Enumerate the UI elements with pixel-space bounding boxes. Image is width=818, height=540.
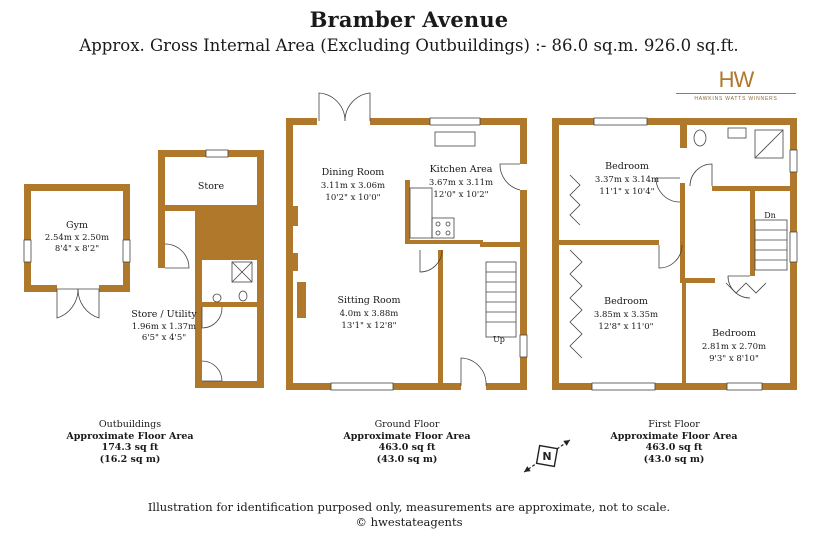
caption-first-floor [604, 419, 744, 465]
stairs-down-label: Dn [764, 211, 776, 220]
sitting-room-dim-ft: 13'1" x 12'8" [341, 321, 397, 331]
footer-copyright: © hwestateagents [355, 515, 463, 529]
compass-icon [517, 430, 577, 483]
footer [0, 500, 818, 530]
caption-first-floor-sqm: (43.0 sq m) [643, 453, 705, 465]
caption-outbuildings-sqft: 174.3 sq ft [101, 442, 159, 453]
caption-ground-floor-sqft: 463.0 sq ft [378, 442, 436, 453]
logo-mark: HW [718, 67, 754, 92]
caption-ground-floor-name: Ground Floor [374, 419, 440, 430]
bedroom-2-dim-ft: 12'8" x 11'0" [598, 322, 654, 332]
dining-room-dim-ft: 10'2" x 10'0" [325, 193, 381, 203]
logo-tagline: HAWKINS WATTS WINNERS [694, 96, 778, 102]
caption-ground-floor [337, 419, 477, 465]
footer-disclaimer: Illustration for identification purposed only, measurements are approximate, not to scale. [147, 500, 671, 514]
walls [24, 118, 797, 390]
dining-room-name: Dining Room [321, 167, 385, 178]
caption-outbuildings-name: Outbuildings [98, 419, 162, 430]
gym-dim-ft: 8'4" x 8'2" [54, 244, 100, 254]
gym-name: Gym [66, 220, 88, 231]
bedroom-3-name: Bedroom [712, 328, 756, 339]
bedroom-3-dim-ft: 9'3" x 8'10" [709, 354, 759, 364]
sitting-room-dim-m: 4.0m x 3.88m [339, 309, 399, 319]
bedroom-1-name: Bedroom [605, 161, 649, 172]
caption-outbuildings-sqm: (16.2 sq m) [99, 453, 161, 465]
sitting-room-name: Sitting Room [337, 295, 401, 306]
caption-outbuildings [60, 419, 200, 465]
caption-ground-floor-label: Approximate Floor Area [343, 430, 471, 442]
bedroom-3-dim-m: 2.81m x 2.70m [701, 342, 767, 352]
store-utility-dim-m: 1.96m x 1.37m [131, 322, 197, 332]
kitchen-area-name: Kitchen Area [429, 164, 493, 175]
kitchen-area-dim-m: 3.67m x 3.11m [428, 178, 494, 188]
caption-first-floor-label: Approximate Floor Area [610, 430, 738, 442]
caption-first-floor-sqft: 463.0 sq ft [645, 442, 703, 453]
store-utility-dim-ft: 6'5" x 4'5" [141, 333, 187, 343]
stairs-up-label: Up [493, 335, 505, 344]
store-utility-name: Store / Utility [131, 309, 197, 320]
bedroom-1-dim-ft: 11'1" x 10'4" [599, 187, 655, 197]
bedroom-2-dim-m: 3.85m x 3.35m [593, 310, 659, 320]
dining-room-dim-m: 3.11m x 3.06m [320, 181, 386, 191]
compass-letter: N [542, 450, 552, 463]
bedroom-1-dim-m: 3.37m x 3.14m [594, 175, 660, 185]
caption-outbuildings-label: Approximate Floor Area [66, 430, 194, 442]
bedroom-2-name: Bedroom [604, 296, 648, 307]
gym-dim-m: 2.54m x 2.50m [44, 233, 110, 243]
page-subtitle: Approx. Gross Internal Area (Excluding Outbuildings) :- 86.0 sq.m. 926.0 sq.ft. [79, 36, 739, 55]
caption-first-floor-name: First Floor [648, 419, 700, 430]
page-title: Bramber Avenue [309, 7, 509, 32]
kitchen-area-dim-ft: 12'0" x 10'2" [433, 190, 489, 200]
caption-ground-floor-sqm: (43.0 sq m) [376, 453, 438, 465]
store-name: Store [197, 181, 225, 192]
